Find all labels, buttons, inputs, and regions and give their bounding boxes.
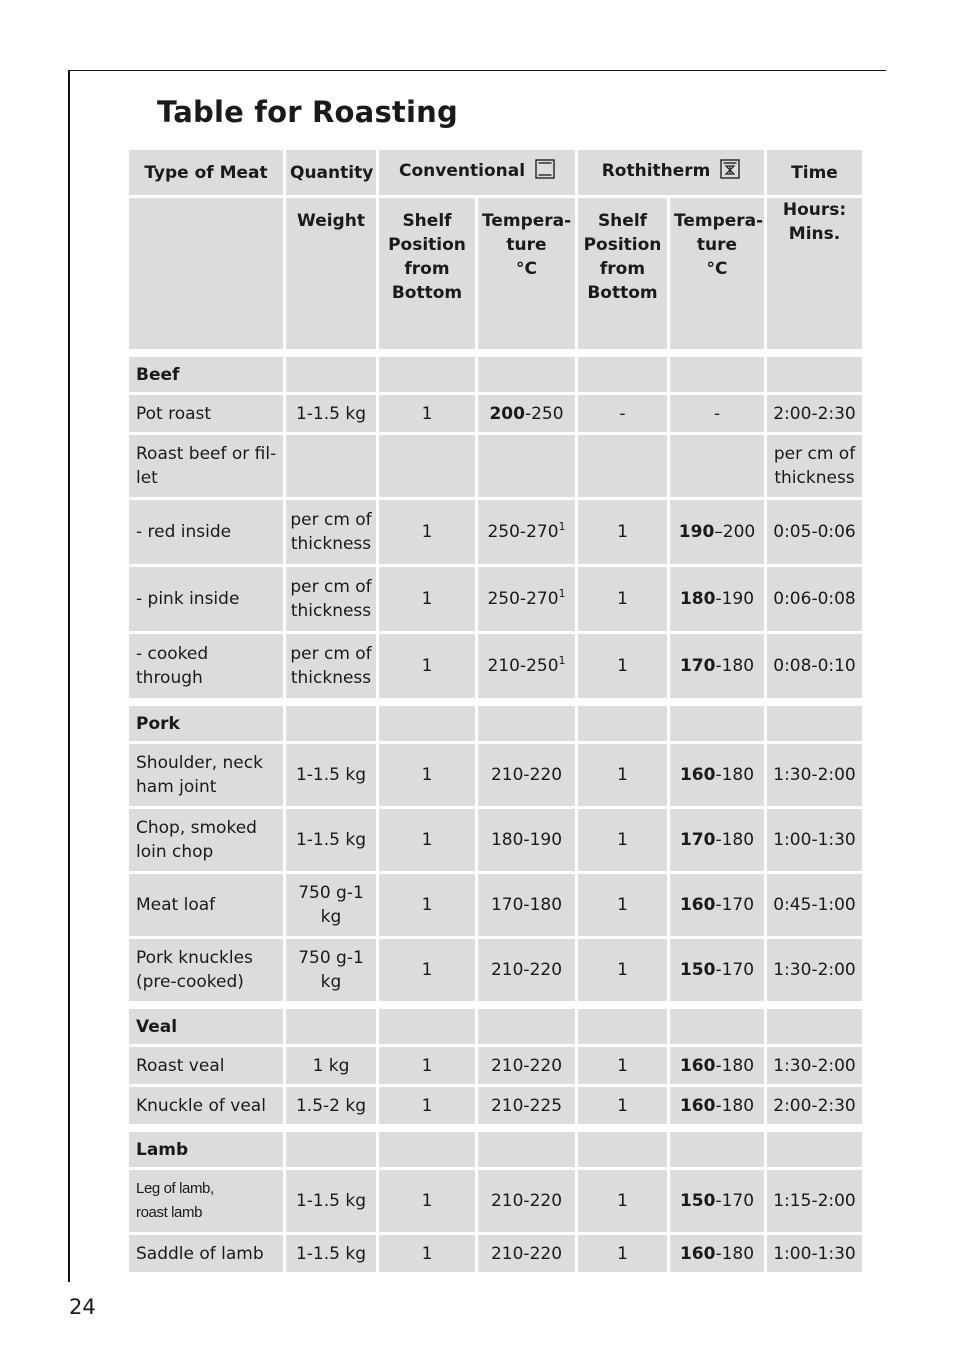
footnote-mark: 1 [558, 654, 566, 667]
temp-rest: -180 [715, 830, 755, 850]
table-row [129, 1047, 862, 1084]
conv-temp-cell: 210-220 [478, 1170, 575, 1232]
temp-line: ture [696, 235, 738, 255]
meat-name [129, 939, 283, 1001]
conv-shelf-cell: 1 [379, 500, 475, 564]
meat-name [129, 1170, 283, 1232]
qty-line: thickness [290, 668, 372, 688]
temp-line: °C [706, 259, 728, 279]
gap [129, 701, 862, 703]
temp-rest: –200 [714, 522, 756, 542]
table-row [129, 874, 862, 936]
shelf-line: from [599, 259, 646, 279]
conv-temp-cell [478, 395, 575, 432]
quantity-cell [286, 500, 376, 564]
temp-bold: 180 [679, 589, 716, 609]
roth-shelf-cell: - [578, 395, 667, 432]
meat-name-line: Shoulder, neck [136, 753, 263, 773]
qty-line: per cm of [290, 644, 372, 664]
table-row [129, 744, 862, 806]
blank-cell [670, 706, 764, 741]
subheader-conv-shelf [379, 198, 475, 349]
temp-value: 250-270 [487, 589, 559, 609]
quantity-cell: 1-1.5 kg [286, 1170, 376, 1232]
meat-name [129, 874, 283, 936]
conv-shelf-cell: 1 [379, 809, 475, 871]
qty-line: 750 g-1 [298, 948, 364, 968]
meat-name-line: Chop, smoked [136, 818, 257, 838]
meat-name: - pink inside [129, 567, 283, 631]
table-row [129, 939, 862, 1001]
conv-shelf-cell: 1 [379, 939, 475, 1001]
rothitherm-fan-icon [720, 159, 740, 186]
roth-temp-cell: - [670, 395, 764, 432]
conv-shelf-cell: 1 [379, 1235, 475, 1272]
roth-shelf-cell: 1 [578, 500, 667, 564]
blank-cell [478, 706, 575, 741]
roasting-table [126, 147, 865, 1275]
conv-shelf-cell: 1 [379, 567, 475, 631]
time-cell: 0:08-0:10 [767, 634, 862, 698]
qty-line: 750 g-1 [298, 883, 364, 903]
section-row-lamb [129, 1132, 862, 1167]
section-label: Lamb [129, 1132, 283, 1167]
meat-name: Knuckle of veal [129, 1087, 283, 1124]
temp-bold: 160 [679, 1055, 716, 1076]
qty-line: 1-1.5 kg [295, 765, 367, 785]
blank-cell [670, 1009, 764, 1044]
table-row [129, 809, 862, 871]
table-row [129, 395, 862, 432]
blank-cell [578, 435, 667, 497]
roth-temp-cell [670, 1170, 764, 1232]
temp-rest: -180 [715, 1243, 755, 1264]
blank-cell [286, 435, 376, 497]
table-row [129, 435, 862, 497]
header-type-of-meat: Type of Meat [129, 150, 283, 195]
meat-name [129, 744, 283, 806]
quantity-cell: 1-1.5 kg [286, 1235, 376, 1272]
blank-cell [379, 435, 475, 497]
roth-shelf-cell: 1 [578, 634, 667, 698]
footnote-mark: 1 [558, 587, 566, 600]
time-cell: 1:30-2:00 [767, 1047, 862, 1084]
blank-cell [379, 1132, 475, 1167]
blank-cell [670, 435, 764, 497]
meat-name-line: Leg of lamb, [136, 1180, 214, 1197]
conv-temp-cell: 210-220 [478, 1047, 575, 1084]
temp-rest: -180 [715, 1055, 755, 1076]
roth-temp-cell [670, 939, 764, 1001]
quantity-cell: 1.5-2 kg [286, 1087, 376, 1124]
blank-cell [286, 1132, 376, 1167]
section-label: Beef [129, 357, 283, 392]
qty-line: thickness [290, 601, 372, 621]
quantity-cell [286, 809, 376, 871]
roth-shelf-cell: 1 [578, 1235, 667, 1272]
temp-line: ture [506, 235, 547, 255]
roth-temp-cell [670, 1235, 764, 1272]
subheader-hours [767, 198, 862, 349]
conv-shelf-cell: 1 [379, 395, 475, 432]
roth-temp-cell [670, 744, 764, 806]
conv-temp-cell: 210-220 [478, 1235, 575, 1272]
conv-temp-cell: 210-220 [478, 744, 575, 806]
quantity-cell [286, 939, 376, 1001]
blank-cell [286, 706, 376, 741]
temp-rest: -250 [524, 403, 564, 424]
roth-temp-cell [670, 874, 764, 936]
subheader-roth-shelf [578, 198, 667, 349]
meat-name: Roast veal [129, 1047, 283, 1084]
meat-name-line: roast lamb [136, 1204, 203, 1221]
meat-name-line: let [136, 468, 158, 488]
temp-line: °C [516, 259, 537, 279]
section-row-veal [129, 1009, 862, 1044]
roth-shelf-cell: 1 [578, 1170, 667, 1232]
time-cell: 0:45-1:00 [767, 874, 862, 936]
temp-bold: 160 [679, 1243, 716, 1264]
roth-temp-cell [670, 567, 764, 631]
shelf-line: from [404, 259, 450, 279]
table-header-row [129, 150, 862, 195]
meat-name [129, 435, 283, 497]
shelf-line: Bottom [587, 283, 658, 303]
table-row [129, 1170, 862, 1232]
conv-temp-cell [478, 634, 575, 698]
roth-temp-cell [670, 634, 764, 698]
meat-name: Saddle of lamb [129, 1235, 283, 1272]
page-number: 24 [69, 1295, 96, 1319]
shelf-line: Position [388, 235, 466, 255]
conv-temp-cell [478, 567, 575, 631]
section-label: Pork [129, 706, 283, 741]
blank-cell [670, 357, 764, 392]
blank-cell [578, 1009, 667, 1044]
conv-temp-cell: 210-220 [478, 939, 575, 1001]
blank-cell [767, 1132, 862, 1167]
gap [129, 1004, 862, 1006]
table-row [129, 1235, 862, 1272]
table-row [129, 1087, 862, 1124]
header-time: Time [767, 150, 862, 195]
gap [129, 1127, 862, 1129]
conv-shelf-cell: 1 [379, 1087, 475, 1124]
meat-name-line: loin chop [136, 842, 214, 862]
temp-rest: -180 [715, 1095, 755, 1116]
subheader-conv-temp [478, 198, 575, 349]
qty-line: kg [320, 907, 342, 927]
temp-line: Tempera- [674, 211, 764, 231]
roth-shelf-cell: 1 [578, 1087, 667, 1124]
meat-name: - cooked through [129, 634, 283, 698]
quantity-cell: 1 kg [286, 1047, 376, 1084]
blank-cell [670, 1132, 764, 1167]
page-title: Table for Roasting [157, 95, 458, 129]
shelf-line: Shelf [597, 211, 648, 231]
header-rothitherm-label: Rothitherm [601, 161, 711, 181]
subheader-weight: Weight [286, 198, 376, 349]
quantity-cell [286, 874, 376, 936]
temp-bold: 160 [679, 895, 716, 915]
qty-line: thickness [290, 534, 372, 554]
roth-temp-cell [670, 500, 764, 564]
roth-temp-cell [670, 809, 764, 871]
subheader-blank [129, 198, 283, 349]
temp-rest: -180 [715, 656, 755, 676]
time-cell: 0:06-0:08 [767, 567, 862, 631]
conv-temp-cell: 210-225 [478, 1087, 575, 1124]
temp-bold: 190 [678, 522, 715, 542]
shelf-line: Shelf [402, 211, 452, 231]
quantity-cell [286, 567, 376, 631]
conventional-heat-icon [535, 159, 555, 186]
header-conventional-label: Conventional [399, 161, 526, 181]
meat-name: Pot roast [129, 395, 283, 432]
subheader-roth-temp [670, 198, 764, 349]
temp-bold: 160 [679, 765, 716, 785]
roth-shelf-cell: 1 [578, 939, 667, 1001]
conv-shelf-cell: 1 [379, 1047, 475, 1084]
qty-line: 1-1.5 kg [295, 830, 367, 850]
temp-bold: 150 [679, 960, 716, 980]
table-row [129, 500, 862, 564]
temp-rest: -170 [715, 1191, 755, 1211]
roth-temp-cell [670, 1087, 764, 1124]
time-cell: 2:00-2:30 [767, 395, 862, 432]
roth-shelf-cell: 1 [578, 1047, 667, 1084]
header-conventional [379, 150, 575, 195]
roth-shelf-cell: 1 [578, 874, 667, 936]
temp-rest: -170 [715, 960, 755, 980]
temp-line: Tempera- [482, 211, 572, 231]
hours-line: Hours: [782, 200, 847, 220]
blank-cell [286, 1009, 376, 1044]
temp-bold: 150 [679, 1191, 716, 1211]
blank-cell [478, 1132, 575, 1167]
time-cell: 1:00-1:30 [767, 1235, 862, 1272]
conv-shelf-cell: 1 [379, 634, 475, 698]
temp-bold: 170 [679, 830, 716, 850]
temp-rest: -190 [715, 589, 755, 609]
blank-cell [578, 1132, 667, 1167]
time-cell: 1:15-2:00 [767, 1170, 862, 1232]
meat-name-line: (pre-cooked) [136, 972, 244, 992]
roth-shelf-cell: 1 [578, 744, 667, 806]
section-row-pork [129, 706, 862, 741]
quantity-cell [286, 634, 376, 698]
roth-shelf-cell: 1 [578, 809, 667, 871]
blank-cell [478, 435, 575, 497]
conv-temp-cell [478, 500, 575, 564]
blank-cell [379, 357, 475, 392]
temp-bold: 200 [489, 403, 525, 424]
meat-name: - red inside [129, 500, 283, 564]
time-cell: 0:05-0:06 [767, 500, 862, 564]
blank-cell [767, 1009, 862, 1044]
time-cell: 1:30-2:00 [767, 939, 862, 1001]
footnote-mark: 1 [558, 520, 566, 533]
blank-cell [578, 357, 667, 392]
time-line: per cm of [773, 444, 856, 464]
left-rule [68, 70, 70, 1282]
gap [129, 352, 862, 354]
qty-line: per cm of [290, 577, 372, 597]
top-rule [68, 70, 886, 71]
table-row [129, 567, 862, 631]
qty-line: kg [320, 972, 342, 992]
meat-name-line: Meat loaf [136, 895, 216, 915]
temp-rest: -180 [715, 765, 755, 785]
blank-cell [478, 1009, 575, 1044]
time-cell: 1:30-2:00 [767, 744, 862, 806]
conv-temp-cell: 170-180 [478, 874, 575, 936]
temp-value: 210-250 [487, 656, 559, 676]
section-row-beef [129, 357, 862, 392]
blank-cell [478, 357, 575, 392]
header-quantity: Quantity [286, 150, 376, 195]
qty-line: per cm of [290, 510, 372, 530]
temp-bold: 170 [679, 656, 716, 676]
table-row [129, 634, 862, 698]
time-cell: 2:00-2:30 [767, 1087, 862, 1124]
quantity-cell [286, 744, 376, 806]
shelf-line: Position [583, 235, 662, 255]
shelf-line: Bottom [391, 283, 463, 303]
time-cell [767, 435, 862, 497]
time-line: thickness [774, 468, 855, 488]
blank-cell [767, 357, 862, 392]
conv-temp-cell: 180-190 [478, 809, 575, 871]
roth-shelf-cell: 1 [578, 567, 667, 631]
meat-name-line: Pork knuckles [136, 948, 253, 968]
conv-shelf-cell: 1 [379, 1170, 475, 1232]
blank-cell [379, 1009, 475, 1044]
blank-cell [767, 706, 862, 741]
section-label: Veal [129, 1009, 283, 1044]
temp-rest: -170 [715, 895, 755, 915]
conv-shelf-cell: 1 [379, 744, 475, 806]
table-subheader-row [129, 198, 862, 349]
time-cell: 1:00-1:30 [767, 809, 862, 871]
meat-name-line: ham joint [136, 777, 217, 797]
blank-cell [286, 357, 376, 392]
blank-cell [379, 706, 475, 741]
conv-shelf-cell: 1 [379, 874, 475, 936]
roth-temp-cell [670, 1047, 764, 1084]
meat-name-line: Roast beef or fil- [136, 444, 277, 464]
blank-cell [578, 706, 667, 741]
temp-bold: 160 [679, 1095, 716, 1116]
temp-value: 250-270 [487, 522, 559, 542]
header-rothitherm [578, 150, 764, 195]
quantity-cell: 1-1.5 kg [286, 395, 376, 432]
hours-line: Mins. [788, 224, 841, 244]
meat-name [129, 809, 283, 871]
